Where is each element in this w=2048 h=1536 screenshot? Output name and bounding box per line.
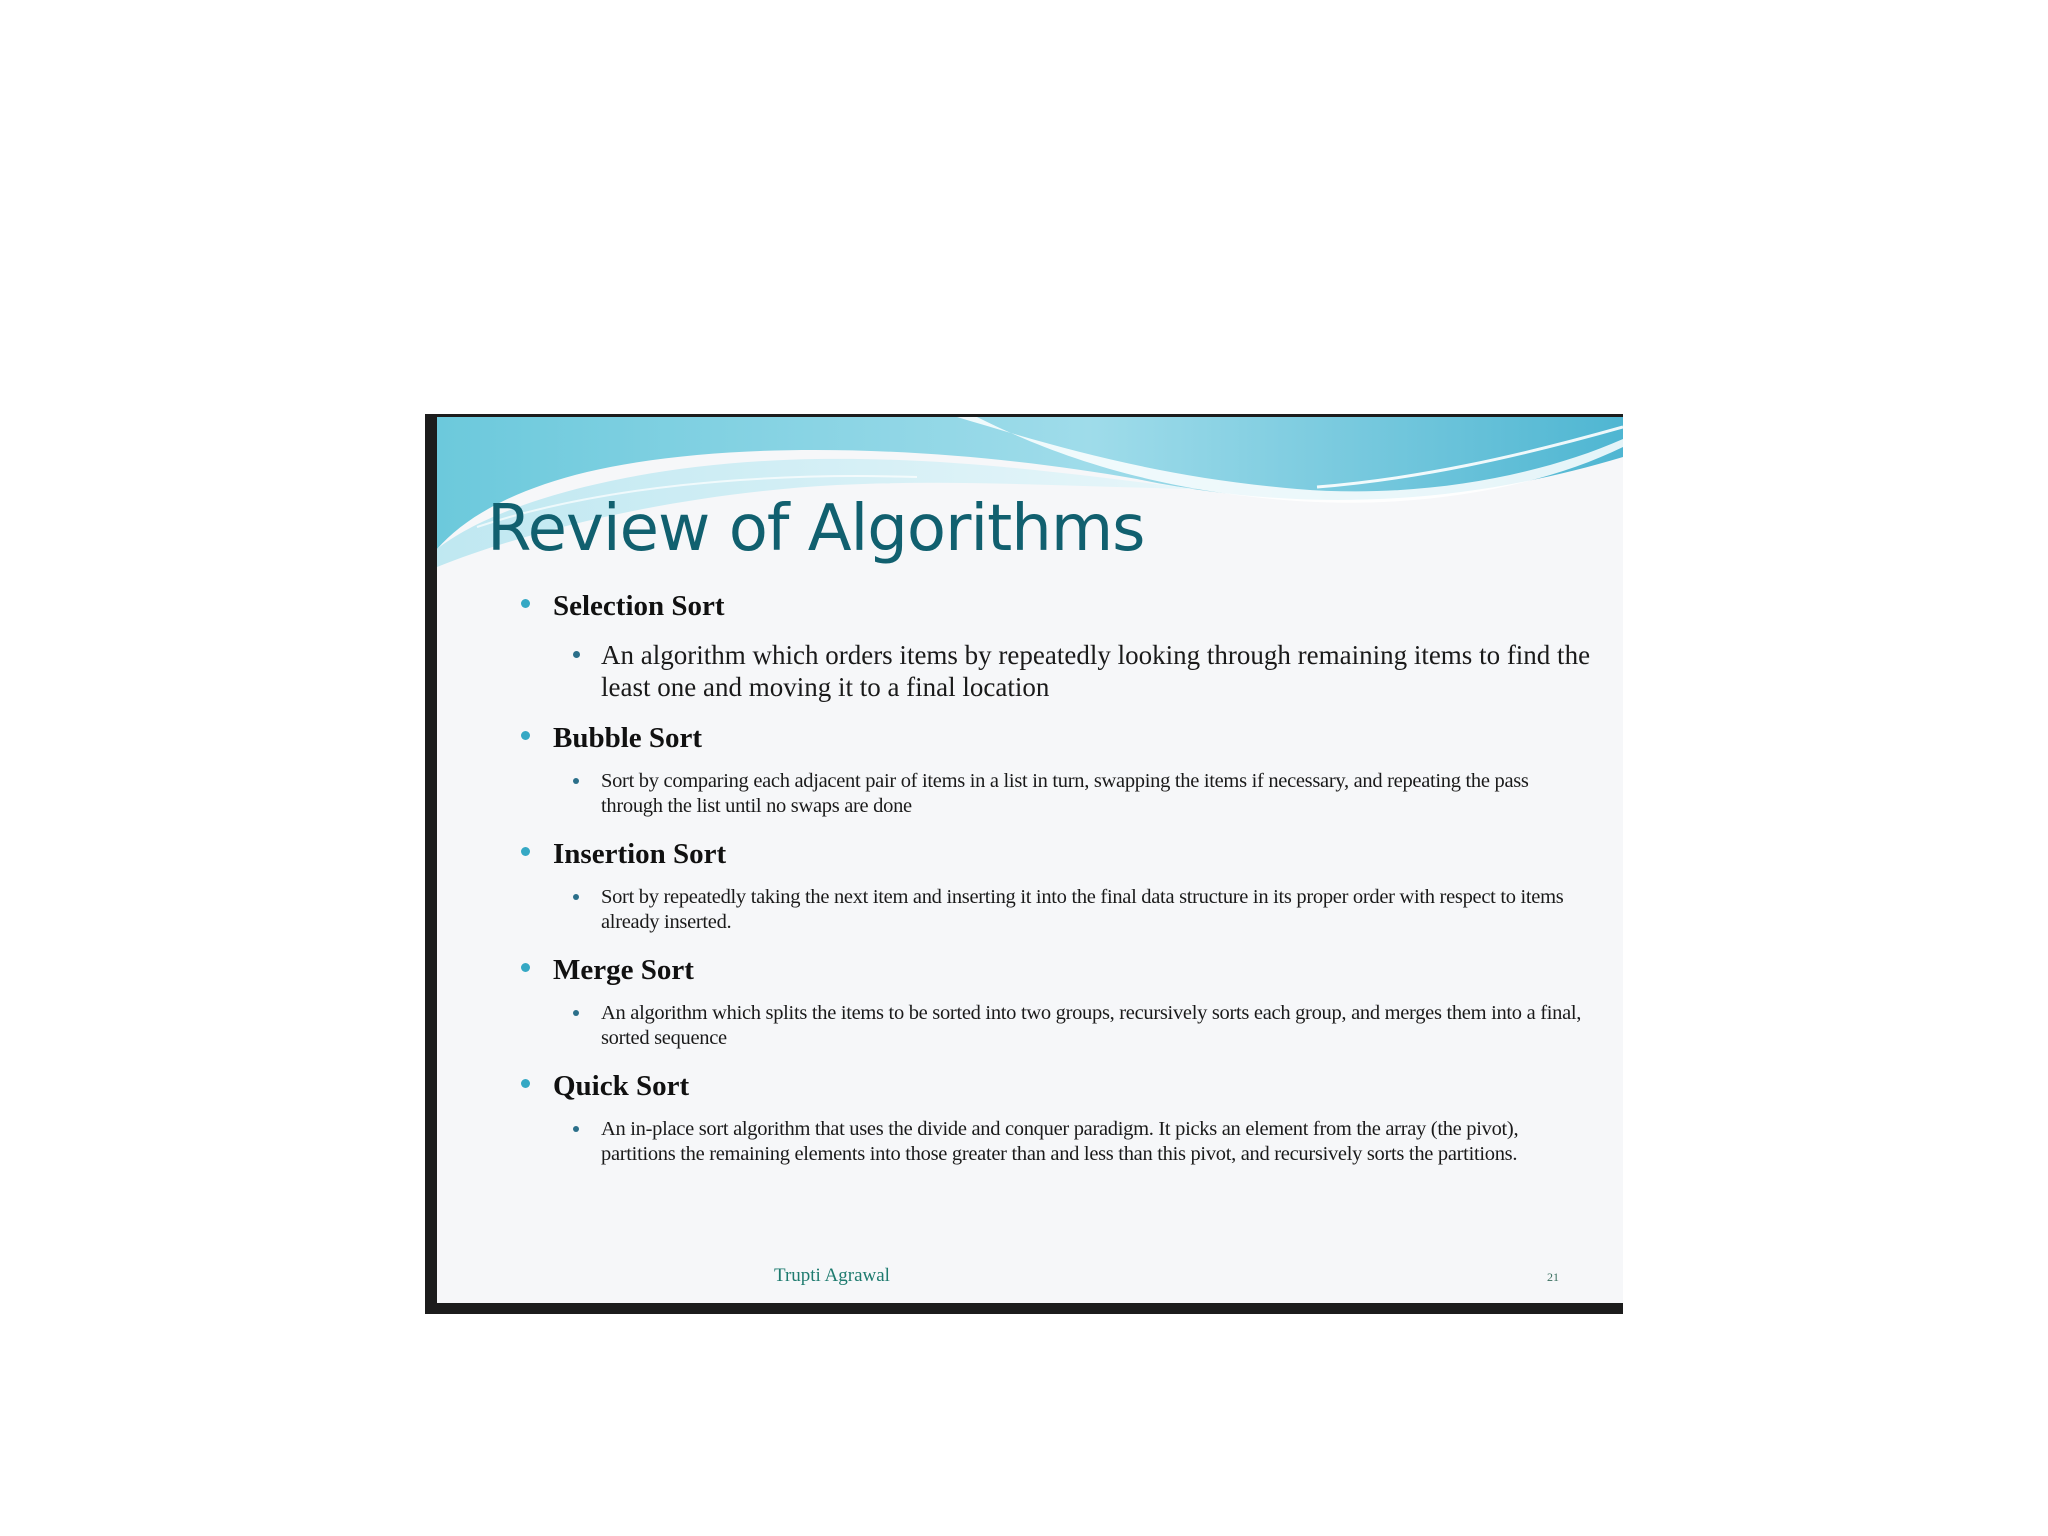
list-item (437, 953, 1623, 1051)
item-heading-text: Merge Sort (553, 954, 694, 986)
item-heading-text: Quick Sort (553, 1070, 690, 1102)
sub-bullet-icon (573, 651, 580, 658)
sub-bullet-icon (573, 1126, 579, 1132)
bullet-icon (521, 731, 530, 740)
item-heading-text: Selection Sort (553, 590, 725, 622)
item-description-text: Sort by repeatedly taking the next item and inserting it into the final data structure in its proper order with respect to items already inserted. (601, 886, 1564, 933)
item-description (601, 885, 1593, 935)
bullet-icon (521, 847, 530, 856)
item-heading (553, 953, 1623, 987)
footer-author: Trupti Agrawal (774, 1265, 890, 1286)
item-heading (553, 721, 1623, 755)
sub-bullet-icon (573, 894, 579, 900)
item-heading-text: Insertion Sort (553, 838, 727, 870)
slide (437, 417, 1623, 1303)
item-heading (553, 589, 1623, 623)
item-heading (553, 1069, 1623, 1103)
list-item (437, 837, 1623, 935)
sub-bullet-icon (573, 1010, 579, 1016)
item-description (601, 1117, 1593, 1167)
bullet-icon (521, 963, 530, 972)
item-description (601, 639, 1593, 703)
item-description (601, 1001, 1593, 1051)
footer-page-number: 21 (1547, 1270, 1559, 1284)
item-description (601, 769, 1593, 819)
bullet-icon (521, 1079, 530, 1088)
algorithm-list (437, 589, 1623, 1167)
bullet-icon (521, 599, 530, 608)
sub-bullet-icon (573, 778, 579, 784)
slide-title: Review of Algorithms (487, 492, 1145, 566)
list-item (437, 589, 1623, 703)
item-description-text: An in-place sort algorithm that uses the divide and conquer paradigm. It picks an element from the array (the pivot), partitions the remaining elements into those greater than and less than this pivot, and recursively sorts the partitions. (601, 1118, 1519, 1165)
list-item (437, 721, 1623, 819)
slide-frame (425, 414, 1623, 1314)
item-heading-text: Bubble Sort (553, 722, 703, 754)
item-description-text: Sort by comparing each adjacent pair of items in a list in turn, swapping the items if necessary, and repeating the pass through the list until no swaps are done (601, 770, 1529, 817)
item-description-text: An algorithm which orders items by repeatedly looking through remaining items to find the least one and moving it to a final location (601, 640, 1591, 702)
item-description-text: An algorithm which splits the items to be sorted into two groups, recursively sorts each group, and merges them into a final, sorted sequence (601, 1002, 1582, 1049)
item-heading (553, 837, 1623, 871)
list-item (437, 1069, 1623, 1167)
